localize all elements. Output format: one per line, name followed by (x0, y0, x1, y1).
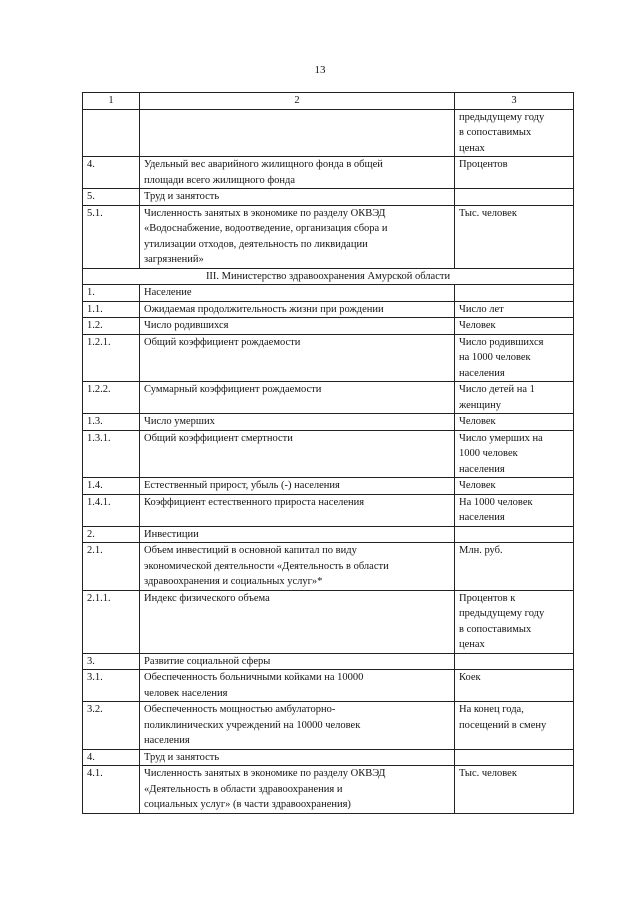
table-row (83, 318, 574, 335)
column-header: 2 (140, 93, 455, 110)
row-number: 1. (83, 285, 140, 302)
unit-of-measure (455, 526, 574, 543)
unit-of-measure: Процентов (455, 157, 574, 189)
column-header: 3 (455, 93, 574, 110)
table-row (83, 382, 574, 414)
row-number: 1.2. (83, 318, 140, 335)
unit-of-measure: Тыс. человек (455, 205, 574, 268)
unit-of-measure: Число детей на 1 женщину (455, 382, 574, 414)
indicator-name: Население (140, 285, 455, 302)
table-body (83, 93, 574, 814)
indicator-name: Обеспеченность мощностью амбулаторно- поликлинических учреждений на 10000 человек населения (140, 702, 455, 750)
indicator-name: Общий коэффициент рождаемости (140, 334, 455, 382)
table-row (83, 702, 574, 750)
row-number: 1.3. (83, 414, 140, 431)
unit-of-measure: Число лет (455, 301, 574, 318)
table-row (83, 430, 574, 478)
row-number: 5.1. (83, 205, 140, 268)
section-header-row (83, 268, 574, 285)
section-title: III. Министерство здравоохранения Амурской области (83, 268, 574, 285)
row-number: 2.1.1. (83, 590, 140, 653)
table-row (83, 157, 574, 189)
unit-of-measure: Число родившихся на 1000 человек населения (455, 334, 574, 382)
indicator-name: Инвестиции (140, 526, 455, 543)
row-number: 4.1. (83, 766, 140, 814)
row-number: 1.4. (83, 478, 140, 495)
unit-of-measure: Человек (455, 318, 574, 335)
table-row (83, 670, 574, 702)
unit-of-measure (455, 189, 574, 206)
indicator-name: Удельный вес аварийного жилищного фонда в общей площади всего жилищного фонда (140, 157, 455, 189)
indicator-name: Естественный прирост, убыль (-) населения (140, 478, 455, 495)
unit-of-measure: Тыс. человек (455, 766, 574, 814)
row-number: 5. (83, 189, 140, 206)
table-row (83, 526, 574, 543)
indicator-name: Численность занятых в экономике по разделу ОКВЭД «Деятельность в области здравоохранения и социальных услуг» (в части здравоохранения) (140, 766, 455, 814)
table-row (83, 543, 574, 591)
table-row (83, 590, 574, 653)
unit-of-measure: предыдущему году в сопоставимых ценах (455, 109, 574, 157)
row-number: 4. (83, 749, 140, 766)
row-number: 2.1. (83, 543, 140, 591)
table-row (83, 285, 574, 302)
indicator-name: Общий коэффициент смертности (140, 430, 455, 478)
column-header: 1 (83, 93, 140, 110)
row-number: 4. (83, 157, 140, 189)
indicator-name: Численность занятых в экономике по разделу ОКВЭД «Водоснабжение, водоотведение, организация сбора и утилизации отходов, деятельность по ликвидации загрязнений» (140, 205, 455, 268)
table-row (83, 414, 574, 431)
indicator-name: Суммарный коэффициент рождаемости (140, 382, 455, 414)
row-number: 1.3.1. (83, 430, 140, 478)
indicators-table (82, 92, 574, 814)
indicator-name: Ожидаемая продолжительность жизни при рождении (140, 301, 455, 318)
unit-of-measure (455, 285, 574, 302)
unit-of-measure: Млн. руб. (455, 543, 574, 591)
row-number: 3.2. (83, 702, 140, 750)
unit-of-measure: На конец года, посещений в смену (455, 702, 574, 750)
indicator-name: Объем инвестиций в основной капитал по виду экономической деятельности «Деятельность в области здравоохранения и социальных услуг»* (140, 543, 455, 591)
row-number: 1.1. (83, 301, 140, 318)
table-row (83, 189, 574, 206)
table-row (83, 494, 574, 526)
table-row (83, 766, 574, 814)
table-row (83, 109, 574, 157)
row-number (83, 109, 140, 157)
indicator-name: Развитие социальной сферы (140, 653, 455, 670)
unit-of-measure: Число умерших на 1000 человек населения (455, 430, 574, 478)
indicator-name: Труд и занятость (140, 189, 455, 206)
row-number: 3.1. (83, 670, 140, 702)
row-number: 3. (83, 653, 140, 670)
row-number: 2. (83, 526, 140, 543)
table-row (83, 301, 574, 318)
row-number: 1.2.1. (83, 334, 140, 382)
unit-of-measure: Человек (455, 478, 574, 495)
indicator-name: Число родившихся (140, 318, 455, 335)
indicator-name: Обеспеченность больничными койками на 10000 человек населения (140, 670, 455, 702)
unit-of-measure: Коек (455, 670, 574, 702)
table-row (83, 749, 574, 766)
indicator-name: Коэффициент естественного прироста населения (140, 494, 455, 526)
indicator-name (140, 109, 455, 157)
table-row (83, 653, 574, 670)
unit-of-measure (455, 653, 574, 670)
table-row (83, 478, 574, 495)
unit-of-measure (455, 749, 574, 766)
indicator-name: Число умерших (140, 414, 455, 431)
indicator-name: Индекс физического объема (140, 590, 455, 653)
table-row (83, 334, 574, 382)
indicator-name: Труд и занятость (140, 749, 455, 766)
table-header-row (83, 93, 574, 110)
unit-of-measure: На 1000 человек населения (455, 494, 574, 526)
row-number: 1.2.2. (83, 382, 140, 414)
table-row (83, 205, 574, 268)
row-number: 1.4.1. (83, 494, 140, 526)
page-number: 13 (314, 64, 326, 76)
unit-of-measure: Процентов к предыдущему году в сопоставимых ценах (455, 590, 574, 653)
unit-of-measure: Человек (455, 414, 574, 431)
